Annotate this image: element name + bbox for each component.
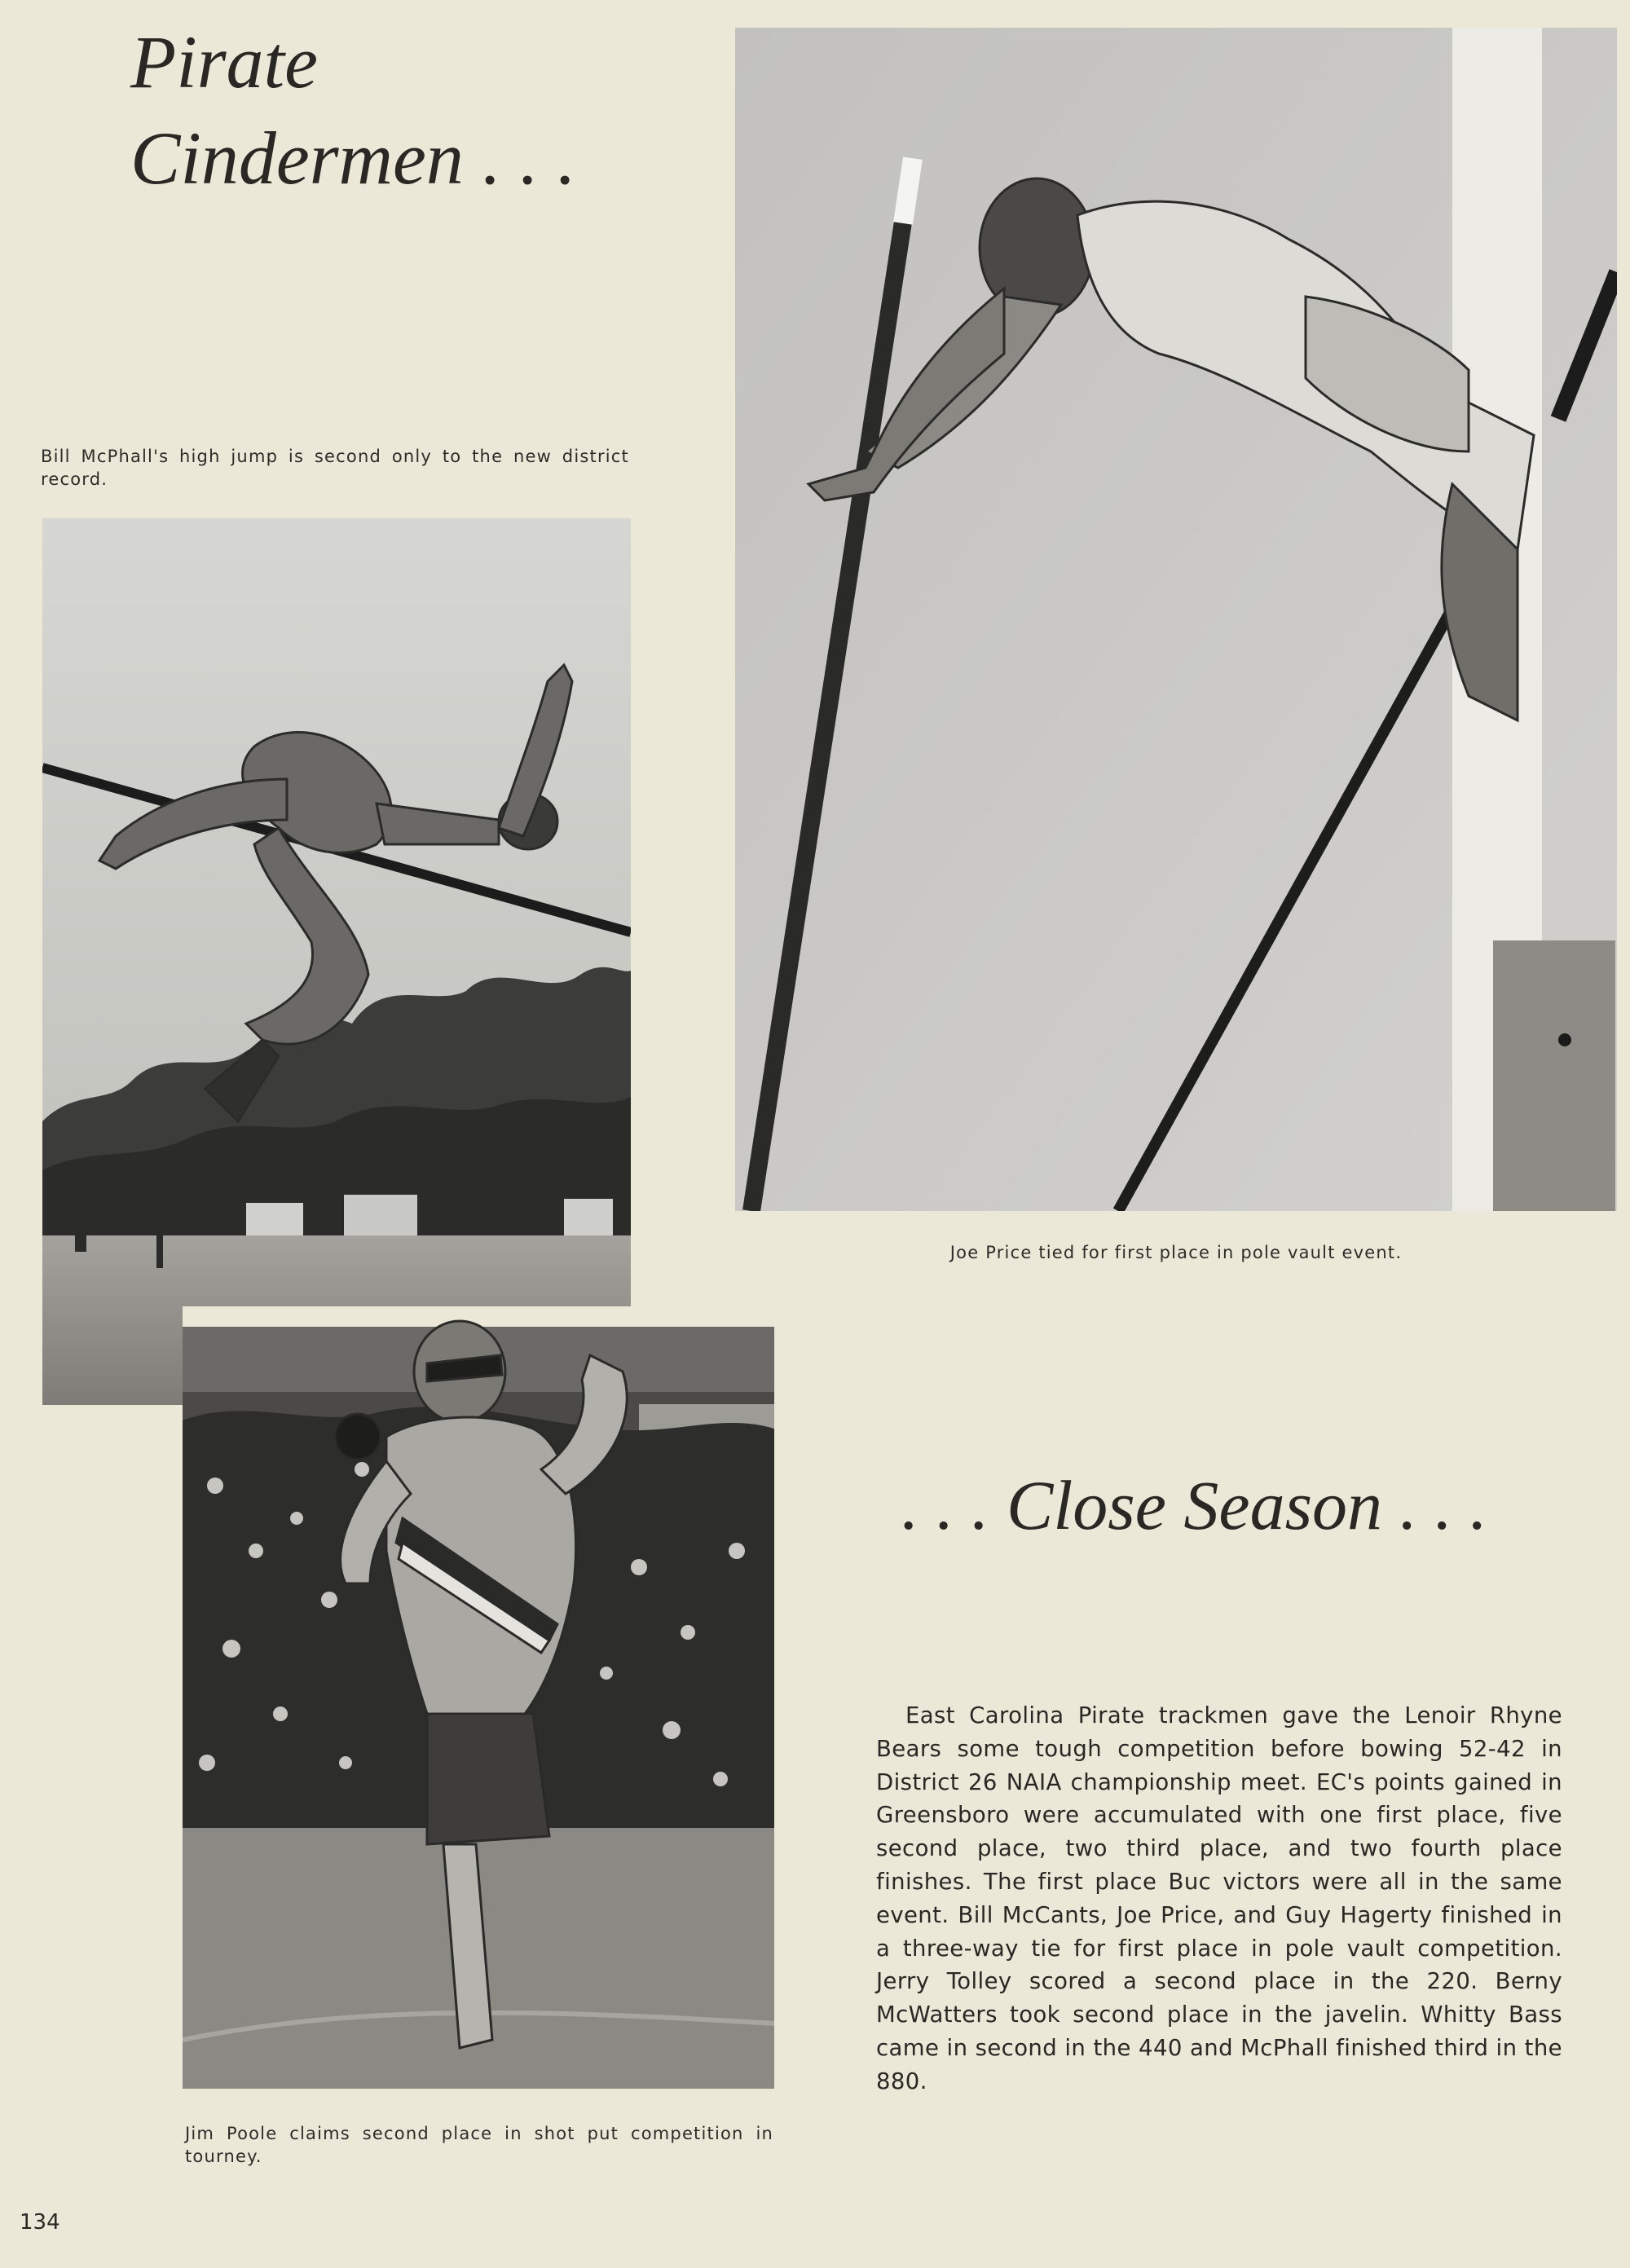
pole-vault-caption: Joe Price tied for first place in pole vault event. [949,1243,1403,1262]
page-title-line2: Cindermen . . . [130,117,576,200]
article-paragraph: East Carolina Pirate trackmen gave the Lenoir Rhyne Bears some tough competition before bowing 52-42 in District 26 NAIA championship meet. EC's points gained in Greensboro were accumulated with one first place, five second place, two third place, and two fourth place finishes. The first place Buc victors were all in the same event. Bill McCants, Joe Price, and Guy Hagerty finished in a three-way tie for first place in pole vault competition. Jerry Tolley scored a second place in the 220. Berny McWatters took second place in the javelin. Whitty Bass came in second in the 440 and McPhall finished third in the 880. [876,1702,1562,2094]
shot-put-photo [183,1306,774,2089]
close-season-heading: . . . Close Season . . . [901,1466,1488,1544]
high-jump-photo [42,518,631,1405]
page-title-line1: Pirate [130,20,318,103]
high-jump-caption: Bill McPhall's high jump is second only to the new district record. [41,447,629,490]
shot-put-caption: Jim Poole claims second place in shot put competition in tourney. [185,2124,773,2167]
article-body [876,1699,1562,2098]
page-number: 134 [20,2210,60,2235]
pole-vault-photo [735,28,1617,1211]
